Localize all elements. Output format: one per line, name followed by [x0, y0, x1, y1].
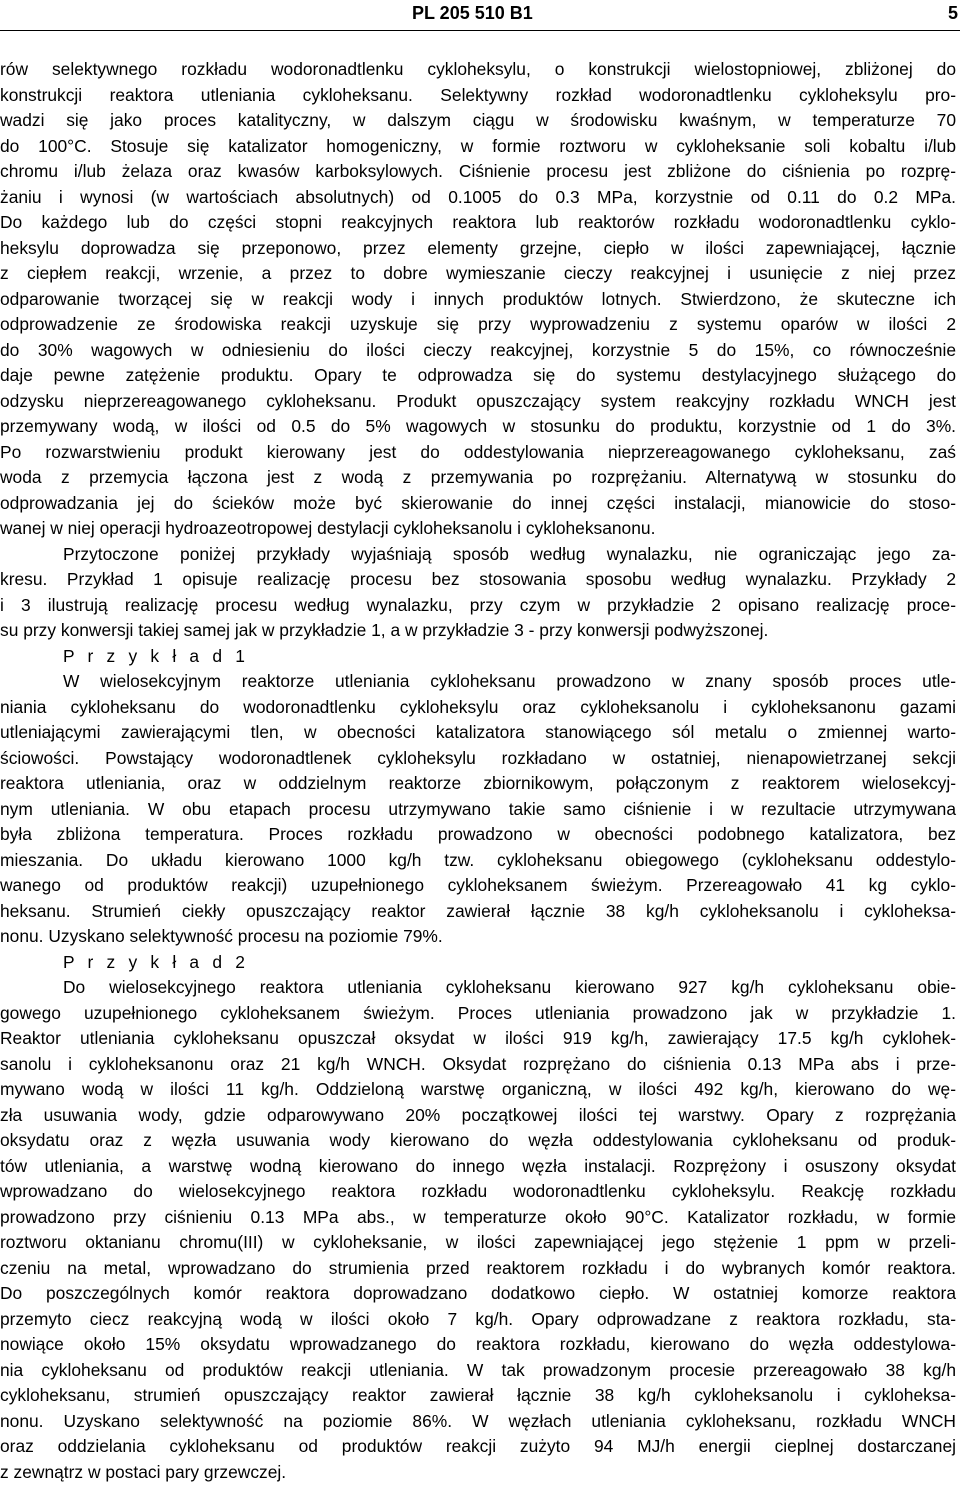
text-line: reaktora utleniania, oraz w oddzielnym reaktorze zbiornikowym, połączonym z reaktorem wielosekcyj- [0, 771, 956, 797]
text-line: mieszania. Do układu kierowano 1000 kg/h tzw. cykloheksanu obiegowego (cykloheksanu oddestylo- [0, 848, 956, 874]
text-line: wanego od produktów reakcji) uzupełnionego cykloheksanem świeżym. Przereagowało 41 kg cyklo- [0, 873, 956, 899]
text-line: Po rozwarstwieniu produkt kierowany jest do oddestylowania nieprzereagowanego cykloheksanu, zaś [0, 440, 956, 466]
page-header [0, 0, 960, 40]
text-line: Reaktor utleniania cykloheksanu opuszczał oksydat w ilości 919 kg/h, zawierający 17.5 kg/h cyklohek- [0, 1026, 956, 1052]
text-line: oraz oddzielania cykloheksanu od produktów reakcji zużyto 94 MJ/h energii cieplnej dostarczanej [0, 1434, 956, 1460]
text-line: odprowadzenie ze środowiska reakcji uzyskuje się przy wyprowadzeniu z systemu oparów w ilości 2 [0, 312, 956, 338]
text-line: niania cykloheksanu do wodoronadtlenku cykloheksylu oraz cykloheksanolu i cykloheksanonu gazami [0, 695, 956, 721]
text-line: W wielosekcyjnym reaktorze utleniania cykloheksanu prowadzono w znany sposób proces utle- [0, 669, 956, 695]
text-line: ściowości. Powstający wodoronadtlenek cykloheksylu rozkładano w ostatniej, nienapowietrzanej sekcji [0, 746, 956, 772]
text-line: heksylu doprowadza się przeponowo, przez elementy grzejne, ciepło w ilości zapewniającej, łącznie [0, 236, 956, 262]
text-line: mywano wodą w ilości 11 kg/h. Oddzieloną warstwę organiczną, w ilości 492 kg/h, kierowano do wę- [0, 1077, 956, 1103]
text-line: nia cykloheksanu od produktów reakcji utleniania. W tak prowadzonym procesie przereagowało 38 kg/h [0, 1358, 956, 1384]
text-line: roztworu oktanianu chromu(III) w cykloheksanie, w ilości zapewniającej jego stężenie 1 ppm w przeli- [0, 1230, 956, 1256]
text-line: Do poszczególnych komór reaktora doprowadzano dodatkowo ciepło. W ostatniej komorze reaktora [0, 1281, 956, 1307]
text-line: woda z przemycia łączona jest z wodą z przemywania po rozprężaniu. Alternatywą w stosunku do [0, 465, 956, 491]
text-line: sanolu i cykloheksanonu oraz 21 kg/h WNCH. Oksydat rozprężano do ciśnienia 0.13 MPa abs i prze- [0, 1052, 956, 1078]
text-line: z zewnątrz w postaci pary grzewczej. [0, 1460, 956, 1485]
text-line: su przy konwersji takiej samej jak w przykładzie 1, a w przykładzie 3 - przy konwersji podwyższonej. [0, 618, 956, 644]
text-line: wanej w niej operacji hydroazeotropowej destylacji cykloheksanolu i cykloheksanonu. [0, 516, 956, 542]
text-line: odprowadzania jej do ścieków może być skierowanie do innej części instalacji, mianowicie do stoso- [0, 491, 956, 517]
text-line: Do każdego lub do części stopni reakcyjnych reaktora lub reaktorów rozkładu wodoronadtlenku cyklo- [0, 210, 956, 236]
text-line: nym utleniania. W obu etapach procesu utrzymywano takie samo ciśnienie i w rezultacie utrzymywana [0, 797, 956, 823]
header-rule [0, 30, 960, 31]
text-line: wadzi się jako proces katalityczny, w dalszym ciągu w środowisku kwaśnym, w temperaturze 70 [0, 108, 956, 134]
text-line: konstrukcji reaktora utleniania cykloheksanu. Selektywny rozkład wodoronadtlenku cykloheksylu pro- [0, 83, 956, 109]
text-line: daje pewne zatężenie produktu. Opary te odprowadza się do systemu destylacyjnego służącego do [0, 363, 956, 389]
text-line: czeniu na metal, wprowadzano do strumienia przed reaktorem rozkładu i do wybranych komór reaktora. [0, 1256, 956, 1282]
text-line: tów utleniania, a warstwę wodną kierowano do innego węzła instalacji. Rozprężony i osuszony oksydat [0, 1154, 956, 1180]
text-line: żaniu i wynosi (w wartościach absolutnych) od 0.1005 do 0.3 MPa, korzystnie od 0.11 do 0.2 MPa. [0, 185, 956, 211]
text-line: kresu. Przykład 1 opisuje realizację procesu bez stosowania sposobu według wynalazku. Przykłady 2 [0, 567, 956, 593]
text-line: nonu. Uzyskano selektywność na poziomie 86%. W węzłach utleniania cykloheksanu, rozkładu WNCH [0, 1409, 956, 1435]
text-line: gowego uzupełnionego cykloheksanem świeżym. Proces utleniania prowadzono jak w przykładzie 1. [0, 1001, 956, 1027]
text-line: heksanu. Strumień ciekły opuszczający reaktor zawierał łącznie 38 kg/h cykloheksanolu i cykloheksa- [0, 899, 956, 925]
text-line: z ciepłem reakcji, wrzenie, a przez to dobre wymieszanie cieczy reakcyjnej i usunięcie z niej przez [0, 261, 956, 287]
text-line: Przytoczone poniżej przykłady wyjaśniają sposób według wynalazku, nie ograniczając jego za- [0, 542, 956, 568]
text-line: nowiące około 15% oksydatu wprowadzanego do reaktora rozkładu, kierowano do węzła oddestylowa- [0, 1332, 956, 1358]
example-2-heading: P r z y k ł a d 2 [0, 950, 956, 976]
example-1-heading: P r z y k ł a d 1 [0, 644, 956, 670]
text-line: oksydatu oraz z węzła usuwania wody kierowano do węzła oddestylowania cykloheksanu od produk- [0, 1128, 956, 1154]
text-line: wprowadzano do wielosekcyjnego reaktora rozkładu wodoronadtlenku cykloheksylu. Reakcję rozkładu [0, 1179, 956, 1205]
text-line: prowadzono przy ciśnieniu 0.13 MPa abs., w temperaturze około 90°C. Katalizator rozkładu, w formie [0, 1205, 956, 1231]
body-text [0, 57, 956, 1485]
patent-number: PL 205 510 B1 [412, 3, 533, 24]
text-line: zła usuwania wody, gdzie odparowywano 20% początkowej ilości tej warstwy. Opary z rozprężania [0, 1103, 956, 1129]
text-line: do 30% wagowych w odniesieniu do ilości cieczy reakcyjnej, korzystnie 5 do 15%, co równocześnie [0, 338, 956, 364]
text-line: cykloheksanu, strumień opuszczający reaktor zawierał łącznie 38 kg/h cykloheksanolu i cykloheksa- [0, 1383, 956, 1409]
text-line: przemywany wodą, w ilości od 0.5 do 5% wagowych w stosunku do produktu, korzystnie od 1 do 3%. [0, 414, 956, 440]
text-line: przemyto ciecz reakcyjną wodą w ilości około 7 kg/h. Opary odprowadzane z reaktora rozkładu, sta- [0, 1307, 956, 1333]
text-line: chromu i/lub żelaza oraz kwasów karboksylowych. Ciśnienie procesu jest zbliżone do ciśnienia po rozprę- [0, 159, 956, 185]
text-line: rów selektywnego rozkładu wodoronadtlenku cykloheksylu, o konstrukcji wielostopniowej, zbliżonej do [0, 57, 956, 83]
text-line: odparowanie tworzącej się w reakcji wody i innych produktów lotnych. Stwierdzono, że skuteczne ich [0, 287, 956, 313]
text-line: i 3 ilustrują realizację procesu według wynalazku, przy czym w przykładzie 2 opisano realizację proce- [0, 593, 956, 619]
text-line: utleniającymi zawierającymi tlen, w obecności katalizatora stanowiącego sól metalu o zmiennej warto- [0, 720, 956, 746]
text-line: była zbliżona temperatura. Proces rozkładu prowadzono w obecności podobnego katalizatora, bez [0, 822, 956, 848]
text-line: nonu. Uzyskano selektywność procesu na poziomie 79%. [0, 924, 956, 950]
text-line: odzysku nieprzereagowanego cykloheksanu. Produkt opuszczający system reakcyjny rozkładu WNCH jest [0, 389, 956, 415]
text-line: do 100°C. Stosuje się katalizator homogeniczny, w formie roztworu w cykloheksanie soli kobaltu i/lub [0, 134, 956, 160]
page-number: 5 [948, 3, 958, 24]
text-line: Do wielosekcyjnego reaktora utleniania cykloheksanu kierowano 927 kg/h cykloheksanu obie- [0, 975, 956, 1001]
